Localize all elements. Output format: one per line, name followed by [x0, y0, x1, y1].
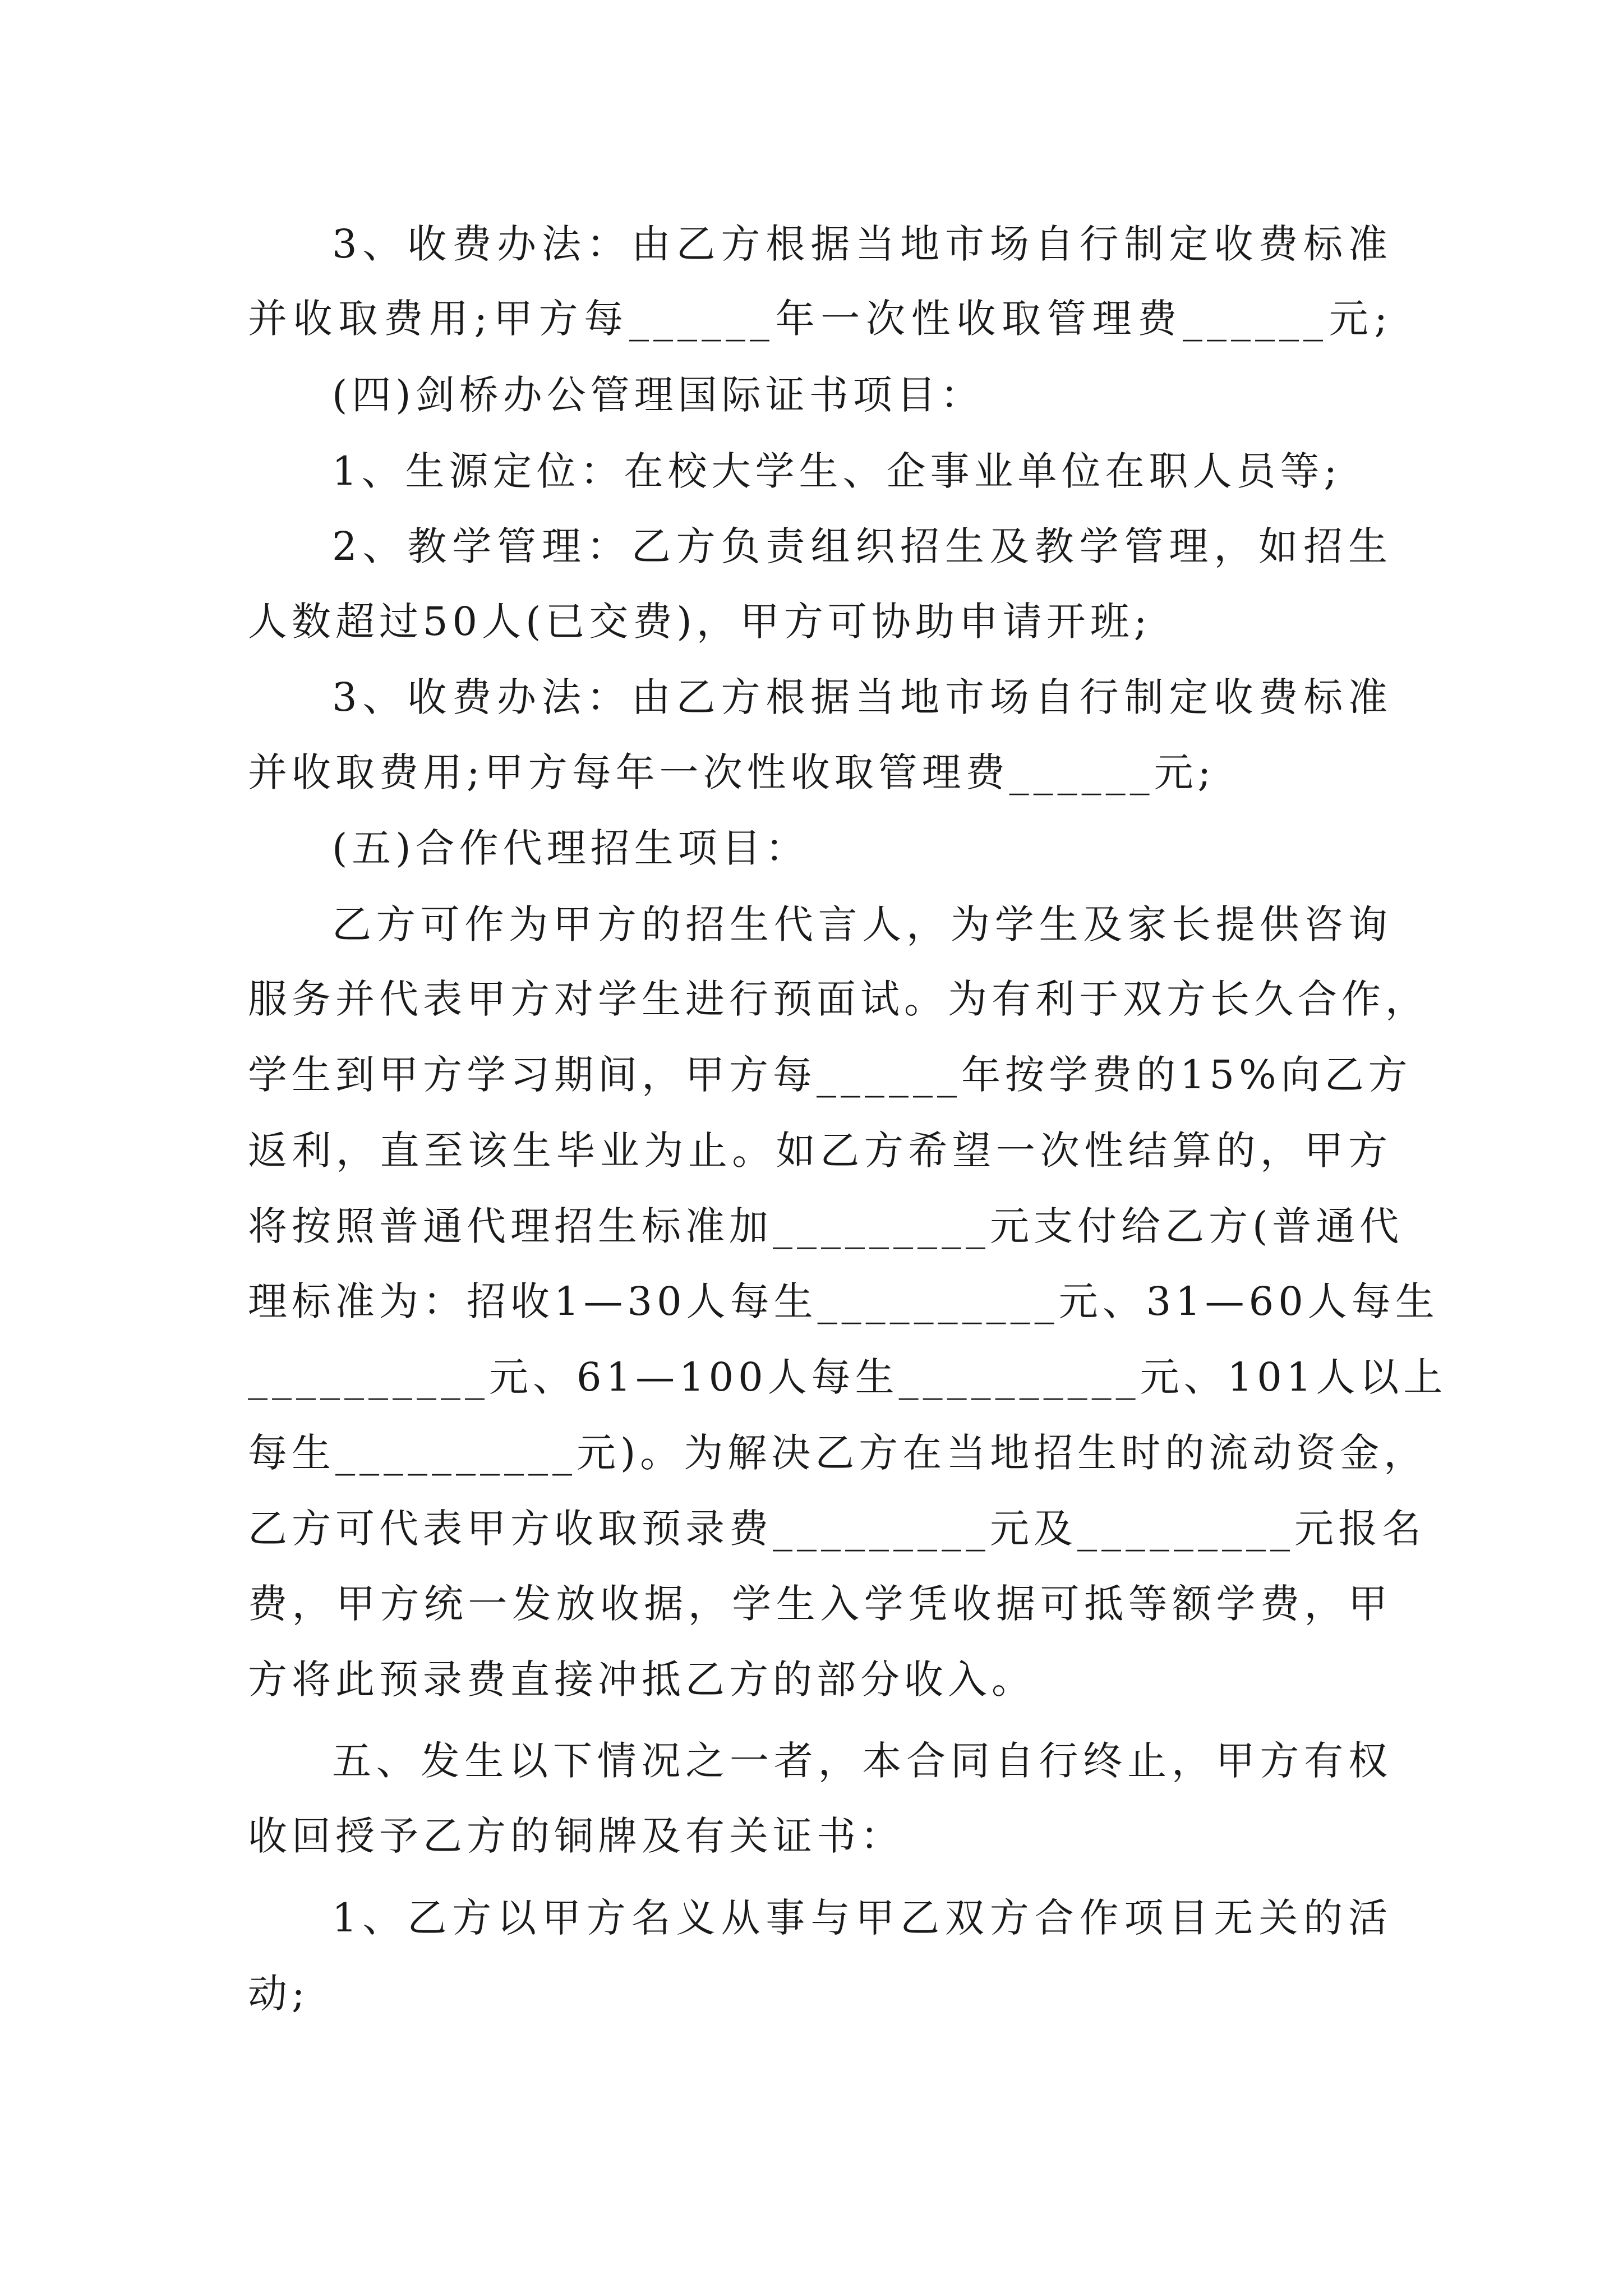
paragraph-line: 学生到甲方学习期间，甲方每______年按学费的15%向乙方	[248, 1052, 1412, 1098]
paragraph-line: 2、教学管理：乙方负责组织招生及教学管理，如招生	[332, 523, 1392, 569]
paragraph-line: 1、乙方以甲方名义从事与甲乙双方合作项目无关的活	[332, 1895, 1392, 1941]
paragraph-line: (四)剑桥办公管理国际证书项目：	[332, 372, 984, 418]
paragraph-line: 乙方可作为甲方的招生代言人，为学生及家长提供咨询	[332, 901, 1392, 947]
paragraph-line: 费，甲方统一发放收据，学生入学凭收据可抵等额学费，甲	[248, 1581, 1392, 1627]
paragraph-line: 并收取费用;甲方每______年一次性收取管理费______元;	[248, 296, 1392, 342]
paragraph-line: 乙方可代表甲方收取预录费_________元及_________元报名	[248, 1506, 1426, 1552]
paragraph-line: 动;	[248, 1971, 310, 2017]
paragraph-line: 将按照普通代理招生标准加_________元支付给乙方(普通代	[248, 1203, 1404, 1249]
paragraph-line: 服务并代表甲方对学生进行预面试。为有利于双方长久合作，	[248, 976, 1429, 1022]
paragraph-line: 五、发生以下情况之一者，本合同自行终止，甲方有权	[332, 1738, 1392, 1784]
paragraph-line: 人数超过50人(已交费)，甲方可协助申请开班;	[248, 599, 1152, 645]
paragraph-line: 返利，直至该生毕业为止。如乙方希望一次性结算的，甲方	[248, 1128, 1392, 1174]
paragraph-line: 并收取费用;甲方每年一次性收取管理费______元;	[248, 749, 1216, 795]
paragraph-line: 3、收费办法：由乙方根据当地市场自行制定收费标准	[332, 221, 1392, 267]
paragraph-line: __________元、61—100人每生__________元、101人以上	[248, 1354, 1447, 1400]
paragraph-line: 1、生源定位：在校大学生、企事业单位在职人员等;	[332, 448, 1342, 494]
paragraph-line: 收回授予乙方的铜牌及有关证书：	[248, 1813, 904, 1859]
paragraph-line: 理标准为：招收1—30人每生__________元、31—60人每生	[248, 1278, 1439, 1324]
paragraph-line: 方将此预录费直接冲抵乙方的部分收入。	[248, 1657, 1035, 1703]
paragraph-line: 3、收费办法：由乙方根据当地市场自行制定收费标准	[332, 674, 1392, 720]
paragraph-line: 每生__________元)。为解决乙方在当地招生时的流动资金，	[248, 1430, 1428, 1476]
paragraph-line: (五)合作代理招生项目：	[332, 825, 809, 871]
